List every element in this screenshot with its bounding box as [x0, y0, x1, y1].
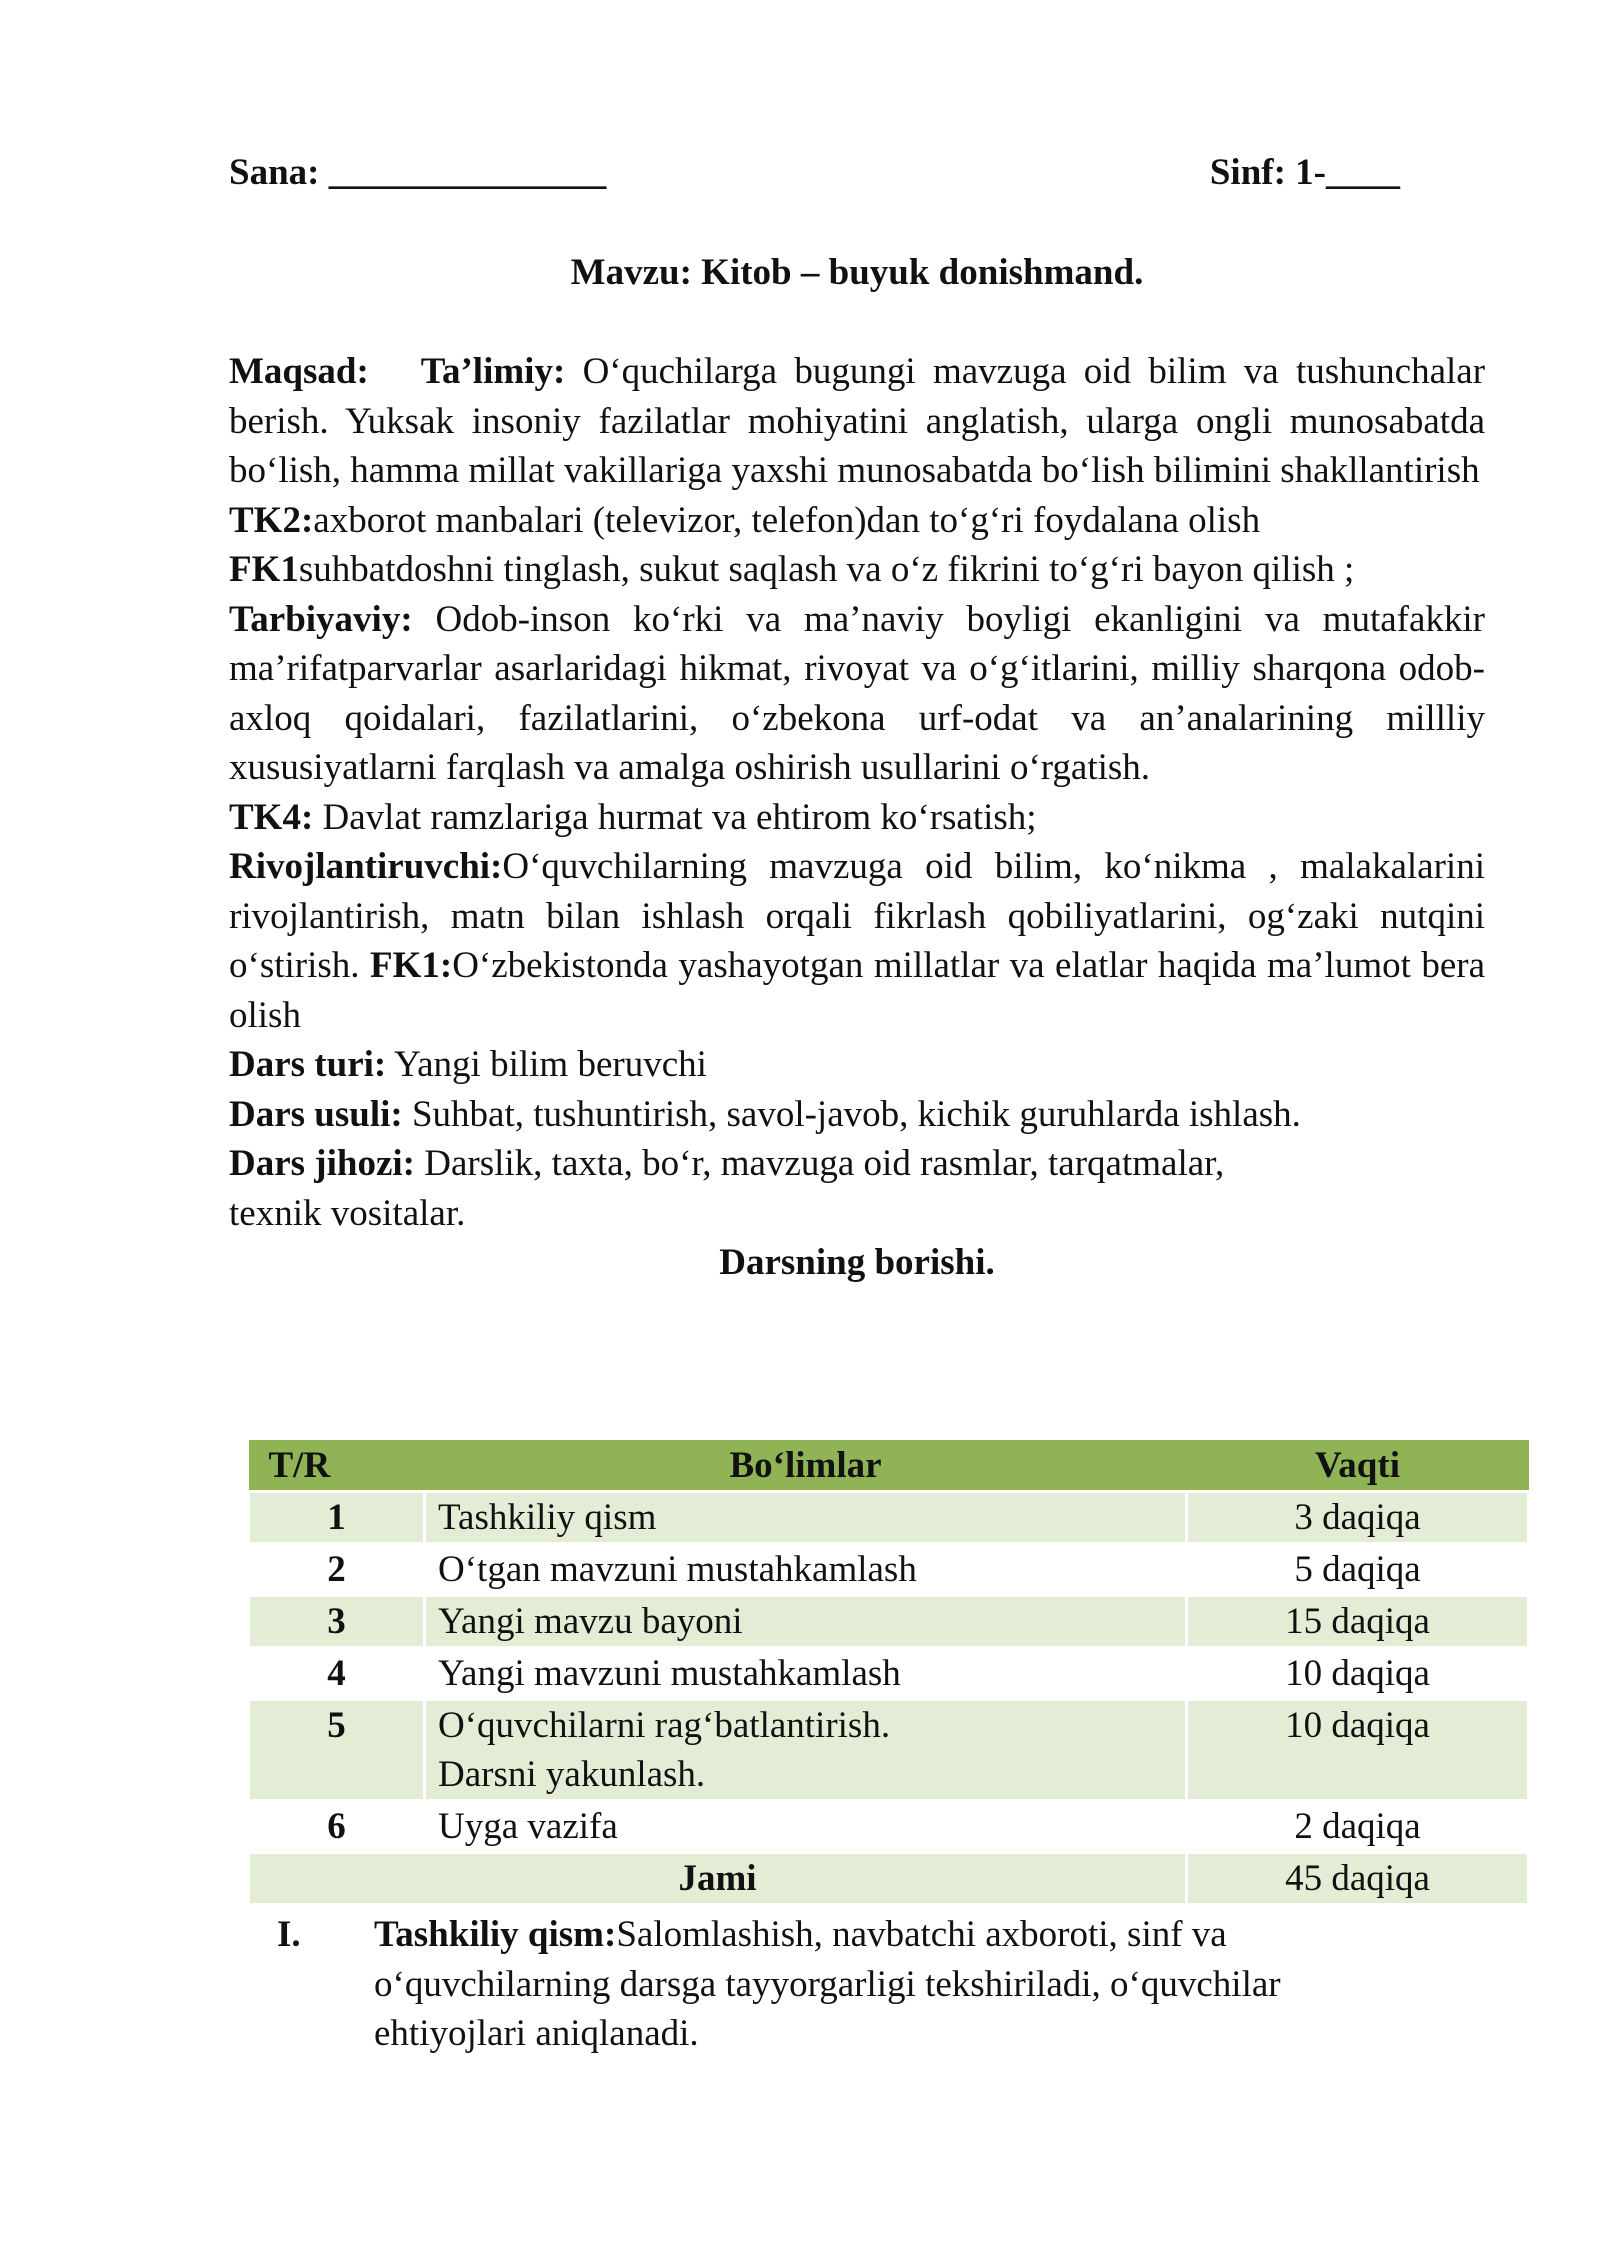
sana-blank: _______________: [328, 152, 607, 193]
table-row: [249, 1801, 1529, 1853]
talimiy-label: Ta’limiy:: [420, 351, 566, 392]
dars-turi-label: Dars turi:: [229, 1044, 387, 1085]
row-section: O‘tgan mavzuni mustahkamlash: [425, 1544, 1187, 1596]
row-section: [425, 1700, 1187, 1801]
dars-usuli-text: Suhbat, tushuntirish, savol-javob, kichik guruhlarda ishlash.: [411, 1093, 1301, 1135]
dars-turi-text: Yangi bilim beruvchi: [394, 1044, 707, 1085]
section-label: Tashkiliy qism:: [374, 1914, 617, 1955]
row-section: Tashkiliy qism: [425, 1492, 1187, 1544]
table-row: [249, 1648, 1529, 1700]
table-header-row: [249, 1440, 1529, 1492]
row-section: Uyga vazifa: [425, 1801, 1187, 1853]
section-text-line3: ehtiyojlari aniqlanadi.: [374, 2013, 699, 2054]
header-tr: T/R: [249, 1440, 425, 1492]
tarbiyaviy-text: Odob-inson ko‘rki va ma’naviy boyligi ekanligini va mutafakkir ma’rifatparvarlar asarlaridagi hikmat, rivoyat va o‘g‘itlarini, milliy sharqona odob-axloq qoidalari, fazilatlarini, o‘zbekona urf-odat va an’analarining millliy xususiyatlarni farqlash va amalga oshirish usullarini o‘rgatish.: [229, 598, 1486, 788]
dars-turi-line: [229, 1040, 1485, 1090]
row-number: 1: [249, 1492, 425, 1544]
row-section: Yangi mavzu bayoni: [425, 1596, 1187, 1648]
tk4-text: Davlat ramzlariga hurmat va ehtirom ko‘rsatish;: [322, 796, 1037, 838]
row-time: 5 daqiqa: [1187, 1544, 1529, 1596]
table-row: [249, 1544, 1529, 1596]
section-text-line2: o‘quvchilarning darsga tayyorgarligi tekshiriladi, o‘quvchilar: [374, 1963, 1281, 2005]
lesson-plan-page: [229, 148, 1485, 1288]
section-roman-numeral: I.: [277, 1914, 301, 1955]
row-section-line1: O‘quvchilarni rag‘batlantirish.: [438, 1705, 891, 1746]
total-label: Jami: [249, 1853, 1187, 1905]
dars-usuli-label: Dars usuli:: [229, 1093, 403, 1135]
row-time: 3 daqiqa: [1187, 1492, 1529, 1544]
tk2-text: axborot manbalari (televizor, telefon)dan to‘g‘ri foydalana olish: [313, 499, 1261, 541]
tk4-label: TK4:: [229, 796, 314, 838]
fk1-text: suhbatdoshni tinglash, sukut saqlash va o‘z fikrini to‘g‘ri bayon qilish ;: [298, 549, 1355, 590]
table-row: [249, 1700, 1529, 1801]
dars-usuli-line: [229, 1090, 1485, 1140]
row-number: 4: [249, 1648, 425, 1700]
row-time: 15 daqiqa: [1187, 1596, 1529, 1648]
dars-jihozi-line: [229, 1139, 1485, 1189]
rivojlantiruvchi-paragraph: [229, 842, 1485, 1040]
lesson-schedule-table: [247, 1440, 1530, 1906]
tarbiyaviy-label: Tarbiyaviy:: [229, 598, 413, 640]
table-total-row: [249, 1853, 1529, 1905]
table-row: [249, 1596, 1529, 1648]
tk4-line: [229, 793, 1485, 843]
sana-label: Sana:: [229, 152, 320, 193]
rivojlantiruvchi-text: O‘quvchilarning mavzuga oid bilim, ko‘nikma , malakalarini rivojlantirish, matn bilan ishlash orqali fikrlash qobiliyatlarini, og‘zaki nutqini o‘stirish.: [229, 846, 1485, 986]
section-text-line1: Salomlashish, navbatchi axboroti, sinf va: [616, 1914, 1227, 1955]
fk1-label: FK1: [229, 549, 299, 590]
tk2-label: TK2:: [229, 499, 314, 541]
row-time: 10 daqiqa: [1187, 1648, 1529, 1700]
section-tashkiliy-qism: [277, 1910, 1477, 2059]
row-number: 6: [249, 1801, 425, 1853]
fk1b-text: O‘zbekistonda yashayotgan millatlar va elatlar haqida ma’lumot bera olish: [229, 945, 1486, 1036]
tarbiyaviy-paragraph: [229, 595, 1485, 793]
row-number: 3: [249, 1596, 425, 1648]
dars-jihozi-label: Dars jihozi:: [229, 1143, 415, 1184]
section-text: [374, 1910, 1374, 2059]
dars-jihozi-line2: texnik vositalar.: [229, 1192, 466, 1234]
fk1b-label: FK1:: [370, 945, 453, 986]
maqsad-paragraph: [229, 347, 1485, 496]
maqsad-label: Maqsad:: [229, 351, 369, 392]
row-time: 10 daqiqa: [1187, 1700, 1529, 1801]
row-section: Yangi mavzuni mustahkamlash: [425, 1648, 1187, 1700]
header-vaqti: Vaqti: [1187, 1440, 1529, 1492]
talimiy-text: O‘quchilarga bugungi mavzuga oid bilim va tushunchalar berish. Yuksak insoniy fazilatlar mohiyatini anglatish, ularga ongli munosabatda bo‘lish, hamma millat vakillariga yaxshi munosabatda bo‘lish bilimini shakllantirish: [229, 351, 1486, 491]
row-number: 2: [249, 1544, 425, 1596]
mavzu-title: Mavzu: Kitob – buyuk donishmand.: [570, 251, 1144, 293]
row-time: 2 daqiqa: [1187, 1801, 1529, 1853]
darsning-borishi-heading: Darsning borishi.: [719, 1242, 995, 1283]
sana-field: [229, 148, 606, 198]
row-section-line2: Darsni yakunlash.: [438, 1754, 706, 1795]
header-bolimlar: Bo‘limlar: [425, 1440, 1187, 1492]
row-number: 5: [249, 1700, 425, 1801]
total-time: 45 daqiqa: [1187, 1853, 1529, 1905]
fk1-paragraph: [229, 545, 1485, 595]
dars-jihozi-text: Darslik, taxta, bo‘r, mavzuga oid rasmlar, tarqatmalar,: [424, 1143, 1225, 1184]
sinf-field: Sinf: 1-____: [1209, 152, 1400, 193]
tk2-line: [229, 496, 1485, 546]
table-row: [249, 1492, 1529, 1544]
rivojlantiruvchi-label: Rivojlantiruvchi:: [229, 846, 503, 887]
header-row: [229, 148, 1485, 198]
